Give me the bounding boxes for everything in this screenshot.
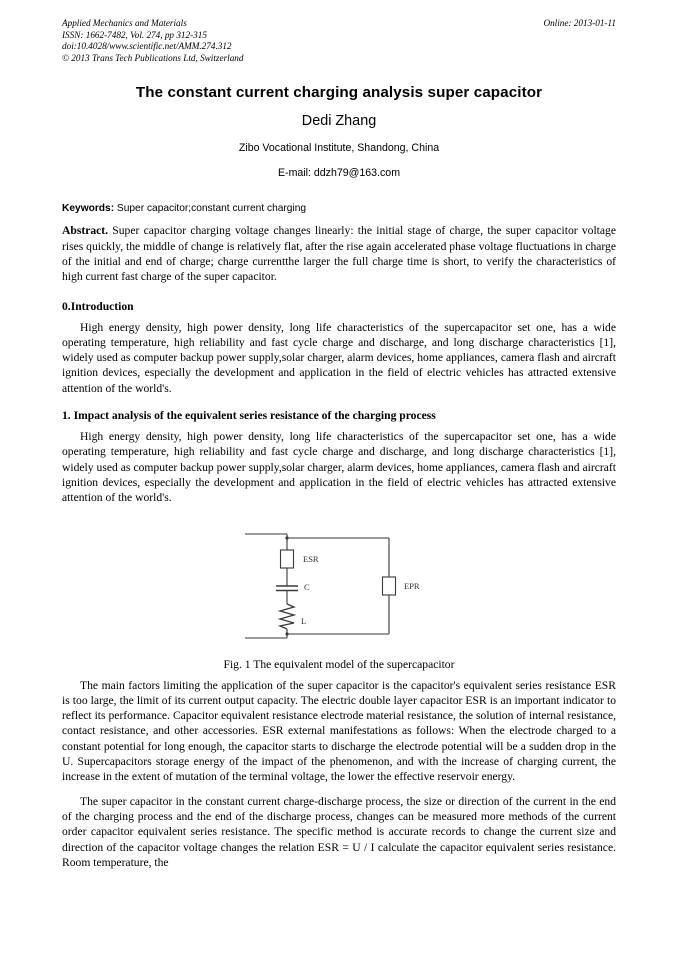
- journal-name: Applied Mechanics and Materials: [62, 18, 187, 28]
- equivalent-circuit-diagram: [241, 520, 437, 652]
- online-date: Online: 2013-01-11: [543, 18, 616, 28]
- abstract-text: Super capacitor charging voltage changes linearly: the initial stage of charge, the super capacitor voltage rises quickly, the middle of change is relatively flat, after the rise again accelerated phase voltage fluctuations in charge of the initial and end of charge; charge currentthe larger the full charge time is short, to verify the characteristics of high current fast charge of the super capacitor.: [62, 224, 616, 284]
- section-paragraph-introduction: High energy density, high power density, long life characteristics of the supercapacitor set one, has a wide operating temperature, high reliability and fast cycle charge and discharge, and long discharge characteristics [1], widely used as computer backup power supply,solar charger, alarm devices, home appliances, camera flash and aircraft ignition devices, especially the development and application in the field of electric vehicles has attracted extensive attention of the world's.: [62, 320, 616, 395]
- inductor-coil-symbol: [280, 604, 294, 629]
- body-paragraph-esr-factors: The main factors limiting the application of the super capacitor is the capacitor's equivalent series resistance ESR is too large, the limit of its current output capacity. The electric double layer capacitor ESR is an important indicator to reflect its performance. Capacitor equivalent resistance electrode material resistance, the solution of internal resistance, contact resistance, and other accessories. ESR external manifestations as follows: When the electrode charged to a constant potential for long enough, the capacitor starts to discharge the electrode potential will be a sudden drop in the U. Supercapacitors storage energy of the impact of the phenomenon, and with the increase of charging current, the increase in the extent of mutation of the terminal voltage, the lower the effective reservoir energy.: [62, 678, 616, 784]
- epr-label: EPR: [404, 580, 420, 591]
- journal-header: [62, 18, 616, 64]
- abstract-paragraph: [62, 223, 616, 284]
- journal-doi: doi:10.4028/www.scientific.net/AMM.274.312: [62, 41, 232, 52]
- section-paragraph-esr-impact: High energy density, high power density, long life characteristics of the supercapacitor set one, has a wide operating temperature, high reliability and fast cycle charge and discharge, and long discharge characteristics [1], widely used as computer backup power supply,solar charger, alarm devices, home appliances, camera flash and aircraft ignition devices, especially the development and application in the field of electric vehicles has attracted extensive attention of the world's.: [62, 430, 616, 505]
- author-name: Dedi Zhang: [301, 113, 377, 130]
- figure-1: [62, 520, 616, 652]
- author-email: E-mail: ddzh79@163.com: [277, 167, 401, 180]
- figure-1-caption: Fig. 1 The equivalent model of the supercapacitor: [223, 657, 455, 671]
- keywords-value: Super capacitor;constant current charging: [114, 203, 307, 215]
- capacitor-label: C: [304, 581, 310, 592]
- body-paragraph-charge-discharge: The super capacitor in the constant current charge-discharge process, the size or direction of the current in the end of the charging process and the end of the discharge process, changes can be measured more methods of the current order capacitor equivalent series resistance. The specific method is accurate records to change the current size and direction of the capacitor voltage changes the relation ESR = U / I calculate the capacitor equivalent series resistance. Room temperature, the: [62, 794, 616, 869]
- section-heading-esr-impact: 1. Impact analysis of the equivalent series resistance of the charging process: [62, 409, 436, 423]
- abstract-label: Abstract.: [62, 224, 109, 238]
- junction-dot-top: [285, 536, 288, 539]
- junction-dot-bottom: [285, 632, 288, 635]
- keywords-label: Keywords:: [62, 203, 115, 215]
- section-heading-introduction: 0.Introduction: [62, 299, 134, 313]
- epr-resistor-symbol: [383, 577, 396, 595]
- author-affiliation: Zibo Vocational Institute, Shandong, China: [238, 142, 440, 155]
- journal-copyright: © 2013 Trans Tech Publications Ltd, Switzerland: [62, 52, 244, 63]
- inductor-label: L: [301, 615, 307, 626]
- keywords-line: [62, 203, 616, 214]
- esr-resistor-symbol: [281, 550, 294, 568]
- journal-header-left: [62, 18, 616, 64]
- journal-issn: ISSN: 1662-7482, Vol. 274, pp 312-315: [62, 29, 207, 40]
- esr-label: ESR: [303, 553, 319, 564]
- page-title: The constant current charging analysis super capacitor: [135, 84, 543, 102]
